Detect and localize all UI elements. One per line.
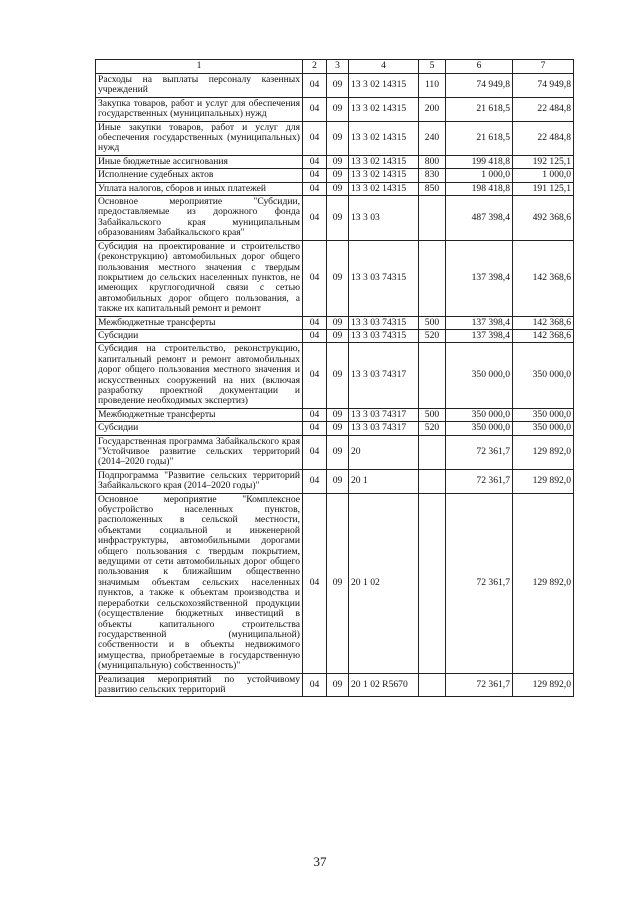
amount-col7-cell: 22 484,8 (513, 97, 574, 121)
section-code-cell: 04 (303, 169, 327, 182)
header-cell: 4 (349, 60, 419, 74)
amount-col6-cell: 137 398,4 (446, 240, 513, 316)
expense-type-cell: 830 (419, 169, 446, 182)
table-row (96, 240, 574, 316)
section-code-cell: 04 (303, 196, 327, 241)
expense-type-cell (419, 240, 446, 316)
expense-type-cell (419, 196, 446, 241)
amount-col6-cell: 350 000,0 (446, 343, 513, 408)
amount-col6-cell: 198 418,8 (446, 182, 513, 195)
amount-col6-cell: 137 398,4 (446, 316, 513, 329)
table-row (96, 408, 574, 421)
amount-col6-cell: 350 000,0 (446, 422, 513, 435)
row-name-cell: Субсидия на проектирование и строительство (реконструкцию) автомобильных дорог общего пользования местного значения с твердым покрытием до сельских населенных пунктов, не имеющих круглогодичной связи с сетью автомобильных дорог общего пользования, а также их капитальный ремонт и ремонт (96, 240, 303, 316)
amount-col7-cell: 350 000,0 (513, 343, 574, 408)
target-article-cell: 13 3 02 14315 (349, 74, 419, 98)
table-body (96, 60, 574, 697)
target-article-cell: 13 3 02 14315 (349, 121, 419, 155)
subsection-code-cell: 09 (327, 155, 349, 168)
section-code-cell: 04 (303, 343, 327, 408)
section-code-cell: 04 (303, 97, 327, 121)
row-name-cell: Уплата налогов, сборов и иных платежей (96, 182, 303, 195)
row-name-cell: Расходы на выплаты персоналу казенных учреждений (96, 74, 303, 98)
amount-col6-cell: 199 418,8 (446, 155, 513, 168)
subsection-code-cell: 09 (327, 435, 349, 469)
target-article-cell: 13 3 03 74317 (349, 343, 419, 408)
section-code-cell: 04 (303, 74, 327, 98)
header-cell: 3 (327, 60, 349, 74)
section-code-cell: 04 (303, 240, 327, 316)
table-row (96, 435, 574, 469)
target-article-cell: 13 3 03 74317 (349, 422, 419, 435)
subsection-code-cell: 09 (327, 316, 349, 329)
section-code-cell: 04 (303, 673, 327, 697)
table-row (96, 493, 574, 673)
row-name-cell: Иные закупки товаров, работ и услуг для обеспечения государственных (муниципальных) нужд (96, 121, 303, 155)
table-row (96, 673, 574, 697)
amount-col6-cell: 72 361,7 (446, 435, 513, 469)
header-cell: 6 (446, 60, 513, 74)
expense-type-cell: 800 (419, 155, 446, 168)
amount-col6-cell: 137 398,4 (446, 329, 513, 342)
section-code-cell: 04 (303, 329, 327, 342)
expense-type-cell: 500 (419, 408, 446, 421)
amount-col6-cell: 350 000,0 (446, 408, 513, 421)
table-row (96, 155, 574, 168)
amount-col6-cell: 72 361,7 (446, 493, 513, 673)
expense-type-cell: 520 (419, 422, 446, 435)
amount-col6-cell: 1 000,0 (446, 169, 513, 182)
amount-col7-cell: 142 368,6 (513, 240, 574, 316)
budget-table (95, 59, 574, 697)
section-code-cell: 04 (303, 493, 327, 673)
amount-col7-cell: 192 125,1 (513, 155, 574, 168)
subsection-code-cell: 09 (327, 673, 349, 697)
subsection-code-cell: 09 (327, 493, 349, 673)
row-name-cell: Исполнение судебных актов (96, 169, 303, 182)
amount-col7-cell: 142 368,6 (513, 316, 574, 329)
amount-col6-cell: 487 398,4 (446, 196, 513, 241)
target-article-cell: 13 3 03 (349, 196, 419, 241)
row-name-cell: Реализация мероприятий по устойчивому развитию сельских территорий (96, 673, 303, 697)
expense-type-cell: 520 (419, 329, 446, 342)
table-row (96, 422, 574, 435)
amount-col6-cell: 72 361,7 (446, 673, 513, 697)
document-page (95, 59, 573, 697)
table-row (96, 182, 574, 195)
subsection-code-cell: 09 (327, 169, 349, 182)
subsection-code-cell: 09 (327, 329, 349, 342)
amount-col6-cell: 74 949,8 (446, 74, 513, 98)
target-article-cell: 13 3 02 14315 (349, 182, 419, 195)
header-cell: 1 (96, 60, 303, 74)
table-row (96, 121, 574, 155)
row-name-cell: Основное мероприятие "Субсидии, предоставляемые из дорожного фонда Забайкальского края муниципальным образованиям Забайкальского края" (96, 196, 303, 241)
header-cell: 2 (303, 60, 327, 74)
amount-col7-cell: 129 892,0 (513, 469, 574, 493)
row-name-cell: Основное мероприятие "Комплексное обустройство населенных пунктов, расположенных в сельской местности, объектами социальной и инженерной инфраструктуры, автомобильными дорогами общего пользования с твердым покрытием, ведущими от сети автомобильных дорог общего пользования к ближайшим общественно значимым объектам сельских населенных пунктов, а также к объектам производства и переработки сельскохозяйственной продукции (осуществление бюджетных инвестиций в объекты капитального строительства государственной (муниципальной) собственности и в объекты недвижимого имущества, приобретаемые в государственную (муниципальную) собственность)" (96, 493, 303, 673)
amount-col6-cell: 21 618,5 (446, 121, 513, 155)
expense-type-cell: 200 (419, 97, 446, 121)
subsection-code-cell: 09 (327, 408, 349, 421)
row-name-cell: Государственная программа Забайкальского края "Устойчивое развитие сельских территорий (2014–2020 годы)" (96, 435, 303, 469)
subsection-code-cell: 09 (327, 422, 349, 435)
section-code-cell: 04 (303, 155, 327, 168)
section-code-cell: 04 (303, 408, 327, 421)
table-row (96, 343, 574, 408)
row-name-cell: Иные бюджетные ассигнования (96, 155, 303, 168)
amount-col7-cell: 129 892,0 (513, 673, 574, 697)
expense-type-cell (419, 673, 446, 697)
target-article-cell: 13 3 03 74317 (349, 408, 419, 421)
table-header-row (96, 60, 574, 74)
expense-type-cell: 500 (419, 316, 446, 329)
amount-col6-cell: 21 618,5 (446, 97, 513, 121)
subsection-code-cell: 09 (327, 97, 349, 121)
table-row (96, 469, 574, 493)
row-name-cell: Субсидия на строительство, реконструкцию, капитальный ремонт и ремонт автомобильных дорог общего пользования местного значения и искусственных сооружений на них (включая разработку проектной документации и проведение необходимых экспертиз) (96, 343, 303, 408)
table-row (96, 97, 574, 121)
table-row (96, 74, 574, 98)
amount-col7-cell: 350 000,0 (513, 422, 574, 435)
row-name-cell: Закупка товаров, работ и услуг для обеспечения государственных (муниципальных) нужд (96, 97, 303, 121)
amount-col6-cell: 72 361,7 (446, 469, 513, 493)
expense-type-cell (419, 493, 446, 673)
section-code-cell: 04 (303, 316, 327, 329)
row-name-cell: Межбюджетные трансферты (96, 408, 303, 421)
target-article-cell: 13 3 03 74315 (349, 316, 419, 329)
target-article-cell: 20 1 02 R5670 (349, 673, 419, 697)
target-article-cell: 20 1 (349, 469, 419, 493)
expense-type-cell (419, 469, 446, 493)
row-name-cell: Субсидии (96, 422, 303, 435)
amount-col7-cell: 142 368,6 (513, 329, 574, 342)
amount-col7-cell: 74 949,8 (513, 74, 574, 98)
target-article-cell: 13 3 03 74315 (349, 240, 419, 316)
row-name-cell: Межбюджетные трансферты (96, 316, 303, 329)
section-code-cell: 04 (303, 469, 327, 493)
subsection-code-cell: 09 (327, 182, 349, 195)
target-article-cell: 20 (349, 435, 419, 469)
subsection-code-cell: 09 (327, 469, 349, 493)
table-row (96, 169, 574, 182)
table-row (96, 316, 574, 329)
section-code-cell: 04 (303, 121, 327, 155)
expense-type-cell: 110 (419, 74, 446, 98)
amount-col7-cell: 191 125,1 (513, 182, 574, 195)
header-cell: 5 (419, 60, 446, 74)
subsection-code-cell: 09 (327, 121, 349, 155)
section-code-cell: 04 (303, 435, 327, 469)
expense-type-cell: 240 (419, 121, 446, 155)
row-name-cell: Подпрограмма "Развитие сельских территорий Забайкальского края (2014–2020 годы)" (96, 469, 303, 493)
target-article-cell: 20 1 02 (349, 493, 419, 673)
target-article-cell: 13 3 02 14315 (349, 97, 419, 121)
subsection-code-cell: 09 (327, 240, 349, 316)
amount-col7-cell: 22 484,8 (513, 121, 574, 155)
section-code-cell: 04 (303, 182, 327, 195)
row-name-cell: Субсидии (96, 329, 303, 342)
section-code-cell: 04 (303, 422, 327, 435)
expense-type-cell: 850 (419, 182, 446, 195)
subsection-code-cell: 09 (327, 343, 349, 408)
table-row (96, 196, 574, 241)
amount-col7-cell: 129 892,0 (513, 435, 574, 469)
amount-col7-cell: 1 000,0 (513, 169, 574, 182)
target-article-cell: 13 3 03 74315 (349, 329, 419, 342)
header-cell: 7 (513, 60, 574, 74)
amount-col7-cell: 129 892,0 (513, 493, 574, 673)
target-article-cell: 13 3 02 14315 (349, 155, 419, 168)
target-article-cell: 13 3 02 14315 (349, 169, 419, 182)
subsection-code-cell: 09 (327, 74, 349, 98)
expense-type-cell (419, 343, 446, 408)
table-row (96, 329, 574, 342)
amount-col7-cell: 350 000,0 (513, 408, 574, 421)
page-number: 37 (313, 854, 327, 869)
amount-col7-cell: 492 368,6 (513, 196, 574, 241)
expense-type-cell (419, 435, 446, 469)
subsection-code-cell: 09 (327, 196, 349, 241)
